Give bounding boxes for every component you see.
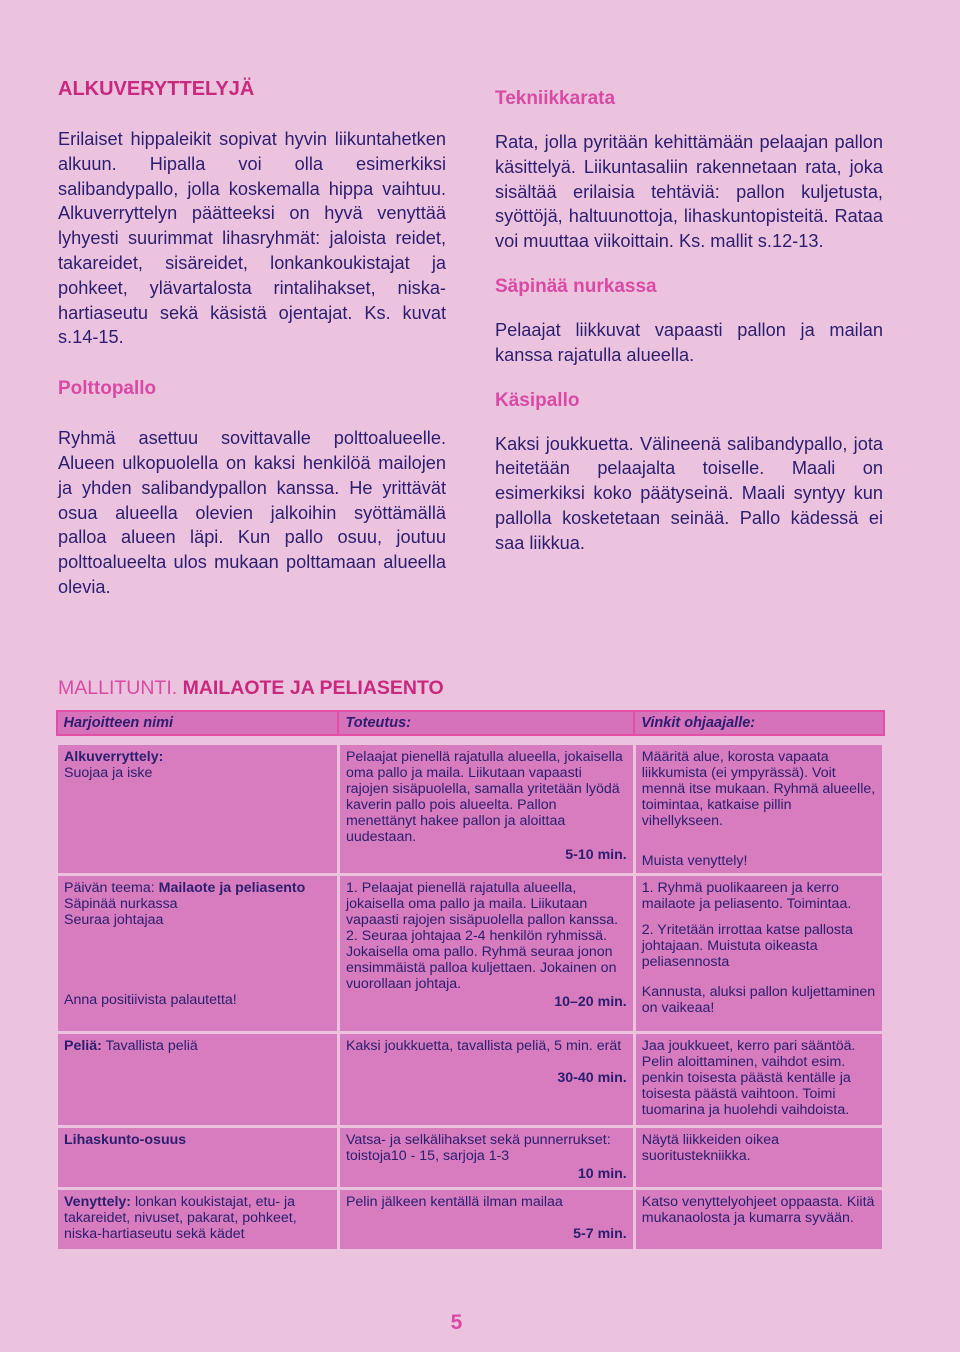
cell-tips xyxy=(634,1033,883,1127)
lesson-table-title xyxy=(58,677,444,700)
cell-implementation xyxy=(338,744,634,875)
duration: 5-10 min. xyxy=(565,847,627,863)
tips-text: Katso venyttelyohjeet oppaasta. Kiitä mukanaolosta ja kumarra syvään. xyxy=(641,1194,875,1226)
page-number: 5 xyxy=(450,1311,463,1334)
cell-implementation xyxy=(338,1033,634,1127)
tips-note: Kannusta, aluksi pallon kuljettaminen on vaikeaa! xyxy=(641,984,876,1016)
exercise-subtitle: Säpinää nurkassa xyxy=(64,896,178,912)
cell-name xyxy=(57,744,339,875)
exercise-title: Alkuverryttely: xyxy=(64,749,164,765)
cell-name xyxy=(57,1127,339,1189)
cell-tips xyxy=(634,744,883,875)
tips-text: Jaa joukkueet, kerro pari sääntöä. Pelin aloittaminen, vaihdot esim. penkin toisesta päästä kentälle ja toisesta päästä vaihtoon. Toimi tuomarina ja huolehdi vaihdoista. xyxy=(641,1038,856,1118)
table-row xyxy=(57,744,884,875)
theme-label: Päivän teema: xyxy=(64,880,159,896)
header-exercise-name: Harjoitteen nimi xyxy=(57,711,339,735)
implementation-text: Pelin jälkeen kentällä ilman mailaa xyxy=(345,1194,563,1210)
heading-sapinaa-nurkassa: Säpinää nurkassa xyxy=(495,275,657,297)
paragraph-alkuverryttely: Erilaiset hippaleikit sopivat hyvin liikuntahetken alkuun. Hipalla voi olla esimerkiksi salibandypallo, jolla koskemalla hippa vaihtuu. Alkuverryttelyn päätteeksi on hyvä venyttää lyhyesti suurimmat lihasryhmät: jaloista reidet, takareidet, sisäreidet, lonkankoukistajat ja pohkeet, ylävartalosta rintalihakset, niska-hartiaseutu sekä käsistä ojentajat. Ks. kuvat s.14-15. xyxy=(58,129,446,348)
cell-name xyxy=(57,1033,339,1127)
header-implementation: Toteutus: xyxy=(338,711,634,735)
tips-text: Määritä alue, korosta vapaata liikkumista (ei ympyrässä). Voit mennä itse mukaan. Ryhmä alueelle, toimintaa, katkaise pillin vihellykseen. xyxy=(641,749,876,829)
implementation-text-2: 2. Seuraa johtajaa 2-4 henkilön ryhmissä. Jokaisella oma pallo. Ryhmä seuraa jonon ensimmäistä palloa kuljettaen. Jokainen on vuorollaan johtaja. xyxy=(345,928,617,992)
implementation-text: Pelaajat pienellä rajatulla alueella, jokaisella oma pallo ja maila. Liikutaan vapaasti rajojen sisäpuolella, samalla yritetään lyödä kaverin pallo pois alueelta. Pallon menettänyt hakee pallon ja aloittaa uudestaan. xyxy=(345,749,623,845)
left-column xyxy=(58,78,446,600)
header-tips: Vinkit ohjaajalle: xyxy=(634,711,883,735)
title-prefix: MALLITUNTI. xyxy=(58,677,183,699)
tips-text: 1. Ryhmä puolikaareen ja kerro mailaote ja peliasento. Toimintaa. xyxy=(641,880,852,912)
duration: 10–20 min. xyxy=(554,994,627,1010)
tips-text: Näytä liikkeiden oikea suoritustekniikka. xyxy=(641,1132,779,1164)
lesson-plan-table xyxy=(55,710,885,1252)
duration: 5-7 min. xyxy=(573,1226,627,1242)
heading-tekniikkarata: Tekniikkarata xyxy=(495,88,616,109)
implementation-text: Vatsa- ja selkälihakset sekä punnerrukset: toistoja10 - 15, sarjoja 1-3 xyxy=(345,1132,611,1164)
implementation-text: Kaksi joukkuetta, tavallista peliä, 5 min. erät xyxy=(345,1038,622,1054)
exercise-title-line xyxy=(64,1038,331,1054)
right-column xyxy=(495,88,883,556)
exercise-title: Venyttely: xyxy=(64,1194,132,1210)
exercise-theme xyxy=(64,880,331,896)
table-row xyxy=(57,875,884,1033)
theme-title: Mailaote ja peliasento xyxy=(158,880,306,896)
cell-implementation xyxy=(338,1189,634,1251)
cell-name xyxy=(57,1189,339,1251)
cell-tips xyxy=(634,1127,883,1189)
cell-implementation xyxy=(338,875,634,1033)
cell-implementation xyxy=(338,1127,634,1189)
exercise-subtitle: Suojaa ja iske xyxy=(64,765,153,781)
exercise-subtitle: Tavallista peliä xyxy=(101,1038,198,1054)
tips-text-2: 2. Yritetään irrottaa katse pallosta johtajaan. Muistuta oikeasta peliasennosta xyxy=(641,922,853,970)
title-main: MAILAOTE JA PELIASENTO xyxy=(182,677,444,699)
table-row xyxy=(57,1127,884,1189)
exercise-subtitle-2: Seuraa johtajaa xyxy=(64,912,164,928)
exercise-title: Peliä: xyxy=(64,1038,102,1054)
exercise-title: Lihaskunto-osuus xyxy=(64,1132,187,1148)
table-row xyxy=(57,1033,884,1127)
tips-note: Muista venyttely! xyxy=(641,853,748,869)
exercise-subtitle: lonkan koukistajat, etu- ja takareidet, nivuset, pakarat, pohkeet, niska-hartiaseutu sekä kädet xyxy=(64,1194,297,1242)
implementation-text: 1. Pelaajat pienellä rajatulla alueella, jokaisella oma pallo ja maila. Liikutaan vapaasti rajojen sisäpuolella pallon kanssa. xyxy=(345,880,619,928)
paragraph-polttopallo: Ryhmä asettuu sovittavalle polttoalueelle. Alueen ulkopuolella on kaksi henkilöä mailojen ja yhden salibandypallon kanssa. He yrittävät osua alueella olevien jalkoihin syöttämällä palloa alueen läpi. Kun pallo osuu, joutuu polttoalueelta ulos mukaan polttamaan alueella olevia. xyxy=(58,428,446,597)
paragraph-sapinaa-nurkassa: Pelaajat liikkuvat vapaasti pallon ja mailan kanssa rajatulla alueella. xyxy=(495,319,883,365)
heading-kasipallo: Käsipallo xyxy=(495,389,580,411)
cell-tips xyxy=(634,875,883,1033)
table-header-row xyxy=(57,711,884,735)
table-row xyxy=(57,1189,884,1251)
heading-alkuverryttelyja: ALKUVERYTTELYJÄ xyxy=(58,78,255,100)
cell-tips xyxy=(634,1189,883,1251)
duration: 30-40 min. xyxy=(557,1070,627,1086)
duration: 10 min. xyxy=(577,1166,627,1182)
paragraph-tekniikkarata: Rata, jolla pyritään kehittämään pelaajan pallon käsittelyä. Liikuntasaliin rakennetaan rata, joka sisältää erilaisia tehtäviä: pallon kuljetusta, syöttöjä, haltuunottoja, lihaskuntopisteitä. Rataa voi muuttaa viikoittain. Ks. mallit s.12-13. xyxy=(495,132,883,252)
exercise-title-line xyxy=(64,1194,331,1242)
heading-polttopallo: Polttopallo xyxy=(58,378,157,400)
cell-name xyxy=(57,875,339,1033)
exercise-note: Anna positiivista palautetta! xyxy=(64,992,237,1008)
paragraph-kasipallo: Kaksi joukkuetta. Välineenä salibandypallo, jota heitetään pelaajalta toiselle. Maali on esimerkiksi koko päätyseinä. Maali syntyy kun pallolla kosketetaan seinää. Pallo kädessä ei saa liikkua. xyxy=(495,433,883,553)
